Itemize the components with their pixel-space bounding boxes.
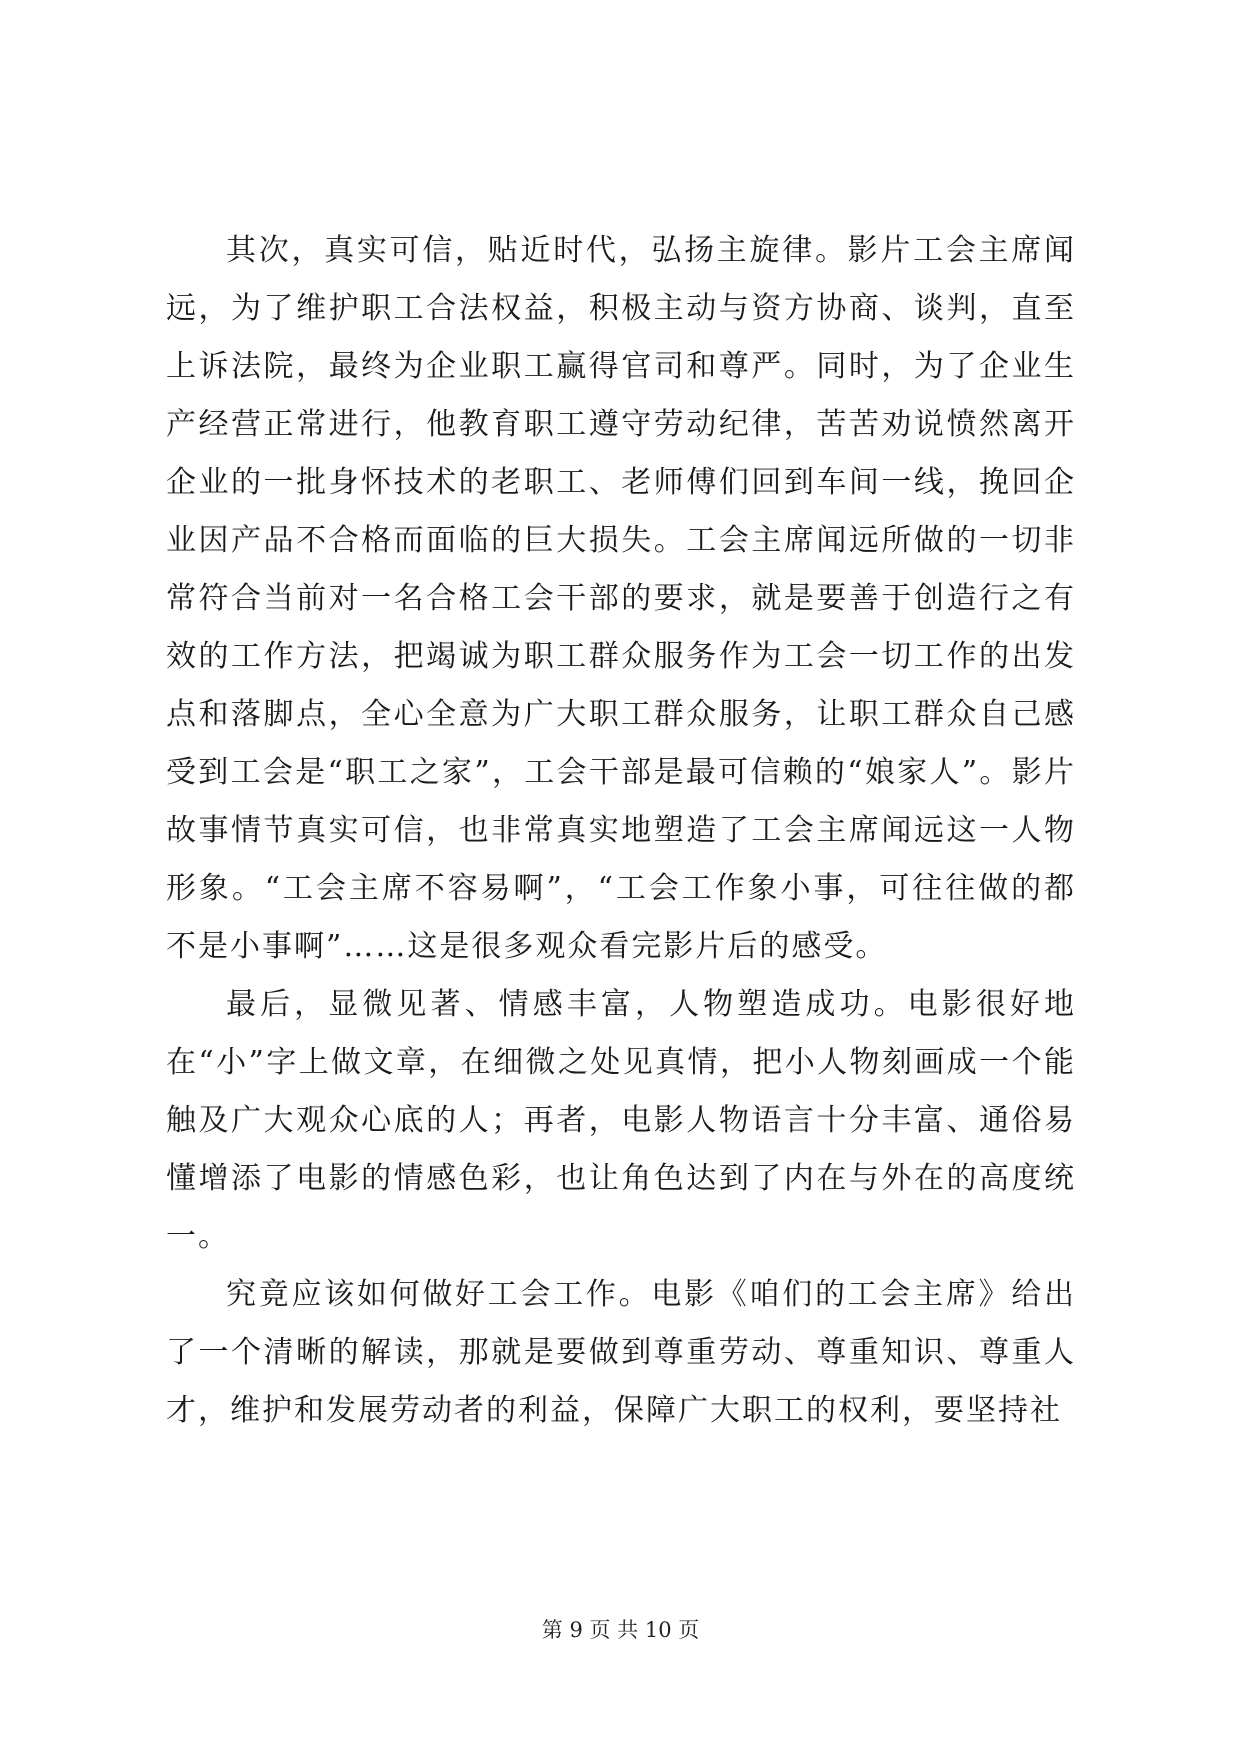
document-body	[166, 222, 1076, 1440]
paragraph-3: 究竟应该如何做好工会工作。电影《咱们的工会主席》给出了一个清晰的解读，那就是要做到尊重劳动、尊重知识、尊重人才，维护和发展劳动者的利益，保障广大职工的权利，要坚持社	[166, 1277, 1076, 1428]
paragraph-2: 最后，显微见著、情感丰富，人物塑造成功。电影很好地在“小”字上做文章，在细微之处见真情，把小人物刻画成一个能触及广大观众心底的人；再者，电影人物语言十分丰富、通俗易懂增添了电影的情感色彩，也让角色达到了内在与外在的高度统一。	[166, 987, 1076, 1254]
page-footer: 第 9 页 共 10 页	[541, 1618, 700, 1642]
paragraph-1: 其次，真实可信，贴近时代，弘扬主旋律。影片工会主席闻远，为了维护职工合法权益，积极主动与资方协商、谈判，直至上诉法院，最终为企业职工赢得官司和尊严。同时，为了企业生产经营正常进行，他教育职工遵守劳动纪律，苦苦劝说愤然离开企业的一批身怀技术的老职工、老师傅们回到车间一线，挽回企业因产品不合格而面临的巨大损失。工会主席闻远所做的一切非常符合当前对一名合格工会干部的要求，就是要善于创造行之有效的工作方法，把竭诚为职工群众服务作为工会一切工作的出发点和落脚点，全心全意为广大职工群众服务，让职工群众自己感受到工会是“职工之家”，工会干部是最可信赖的“娘家人”。影片故事情节真实可信，也非常真实地塑造了工会主席闻远这一人物形象。“工会主席不容易啊”，“工会工作象小事，可往往做的都不是小事啊”……这是很多观众看完影片后的感受。	[166, 233, 1076, 964]
